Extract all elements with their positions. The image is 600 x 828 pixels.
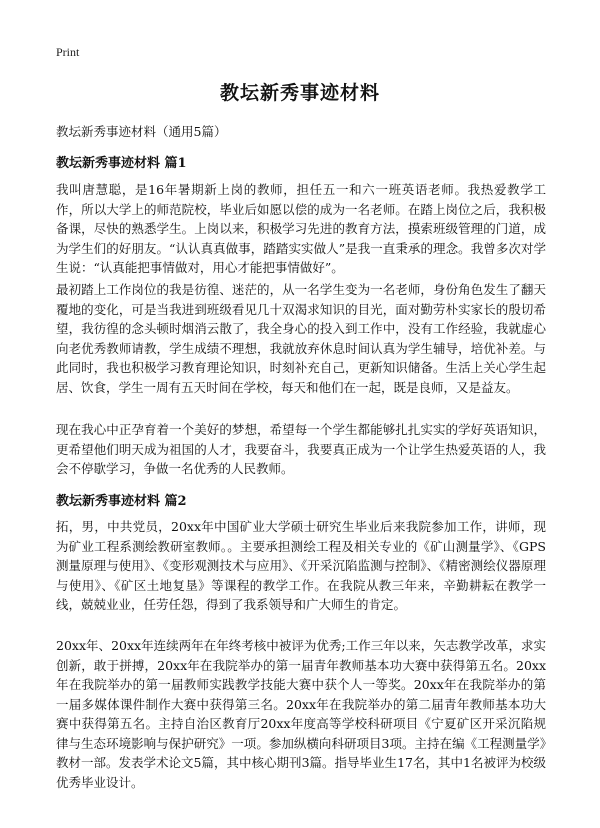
section-2-paragraph-2: 20xx年、20xx年连续两年在年终考核中被评为优秀;工作三年以来，矢志教学改革，求实创新，敢于拼搏，20xx年在我院举办的第一届青年教师基本功大赛中获得第五名。20xx年在我院举办的第一届教师实践教学技能大赛中获个人一等奖。20xx年在我院举办的第一届多媒体课件制作大赛中获得第三名。20xx年在我院举办的第二届青年教师基本功大赛中获得第五名。主持自治区教育厅20xx年度高等学校科研项目《宁夏矿区开采沉陷规律与生态环境影响与保护研究》一项。参加纵横向科研项目3项。主持在编《工程测量学》教材一部。发表学术论文5篇，其中核心期刊3篇。指导毕业生17名，其中1名被评为校级优秀毕业设计。	[56, 638, 546, 790]
document-subtitle: 教坛新秀事迹材料（通用5篇）	[56, 124, 227, 139]
print-link[interactable]: Print	[56, 45, 80, 59]
document-title: 教坛新秀事迹材料	[219, 82, 380, 104]
section-heading-1: 教坛新秀事迹材料 篇1	[56, 156, 187, 171]
section-heading-2: 教坛新秀事迹材料 篇2	[56, 494, 187, 509]
section-1-paragraph-1: 我叫唐慧聪，是16年暑期新上岗的教师，担任五一和六一班英语老师。我热爱教学工作，所以大学上的师范院校，毕业后如愿以偿的成为一名老师。在踏上岗位之后，我积极备课，尽快的熟悉学生。上岗以来，积极学习先进的教育方法，摸索班级管理的门道，成为学生们的好朋友。“认认真真做事，踏踏实实做人”是我一直秉承的理念。我曾多次对学生说：“认真能把事情做对，用心才能把事情做好”。	[56, 182, 546, 275]
section-2-paragraph-1: 拓，男，中共党员，20xx年中国矿业大学硕士研究生毕业后来我院参加工作，讲师，现为矿业工程系测绘教研室教师。。主要承担测绘工程及相关专业的《矿山测量学》、《GPS测量原理与使用》、《变形观测技术与应用》、《开采沉陷监测与控制》、《精密测绘仪器原理与使用》、《矿区土地复垦》等课程的教学工作。在我院从教三年来，辛勤耕耘在教学一线，兢兢业业，任劳任怨，得到了我系领导和广大师生的肯定。	[56, 519, 546, 612]
section-1-paragraph-3: 现在我心中正孕育着一个美好的梦想，希望每一个学生都能够扎扎实实的学好英语知识，更希望他们明天成为祖国的人才，我要奋斗，我要真正成为一个让学生热爱英语的人，我会不停歇学习，争做一名优秀的人民教师。	[56, 422, 546, 476]
section-1-paragraph-2: 最初踏上工作岗位的我是彷徨、迷茫的，从一名学生变为一名老师，身份角色发生了翻天覆地的变化，可是当我进到班级看见几十双渴求知识的目光，面对勤劳朴实家长的殷切希望，我彷徨的念头顿时烟消云散了，我全身心的投入到工作中，没有工作经验，我就虚心向老优秀教师请教，学生成绩不理想，我就放弃休息时间认真为学生辅导，培优补差。与此同时，我也积极学习教育理论知识，时刻补充自己，更新知识储备。生活上关心学生起居、饮食，学生一周有五天时间在学校，每天和他们在一起，既是良师，又是益友。	[56, 282, 546, 395]
